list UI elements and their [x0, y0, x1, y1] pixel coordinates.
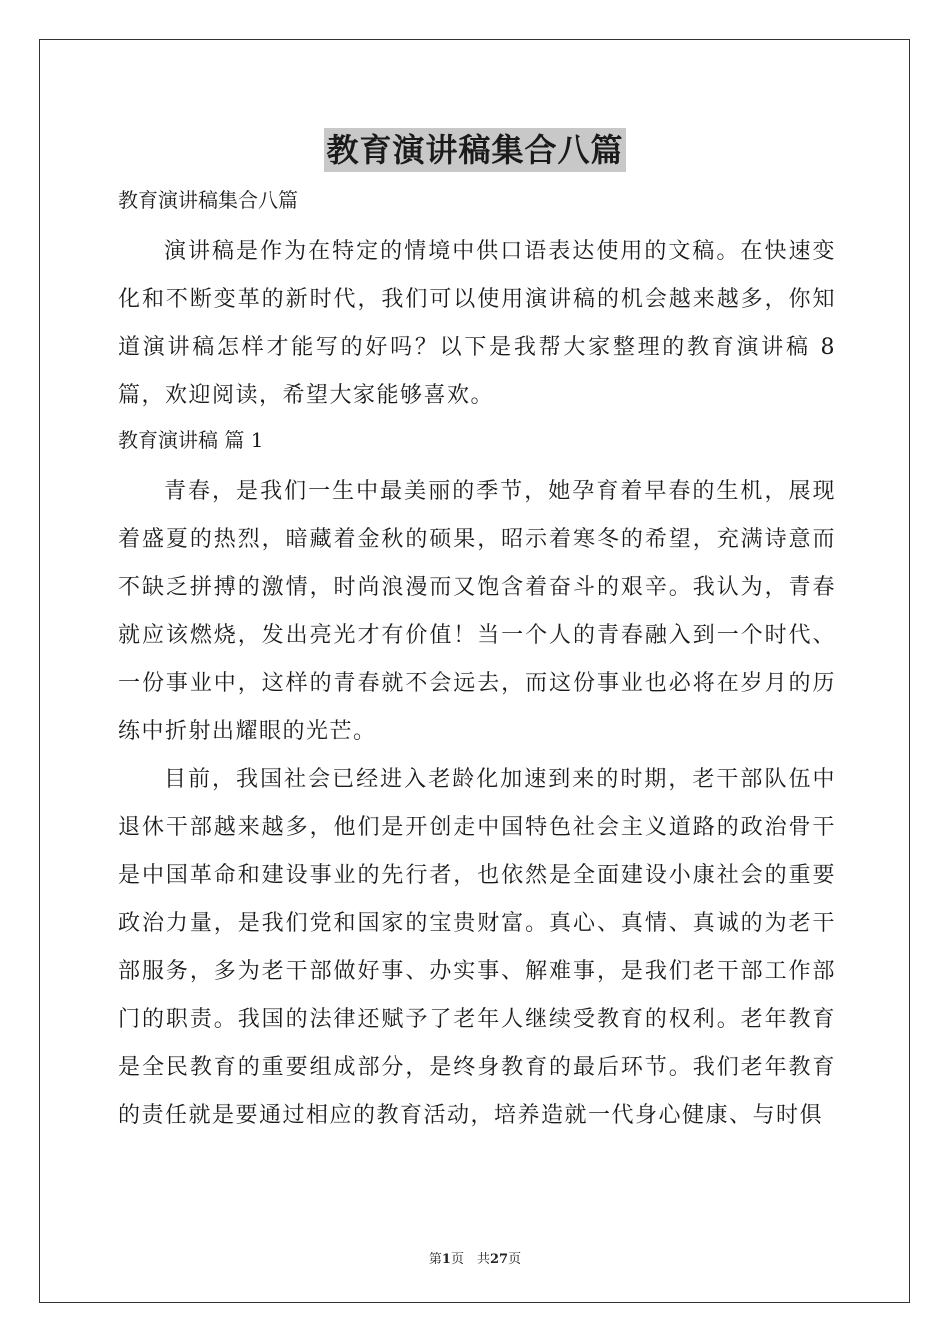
- document-body: [118, 180, 836, 1140]
- page-current: 1: [441, 1252, 451, 1267]
- document-subtitle: 教育演讲稿集合八篇: [118, 188, 298, 212]
- section-heading: 教育演讲稿 篇 1: [118, 428, 264, 452]
- page-mid: 页 共: [450, 1252, 490, 1267]
- page-suffix: 页: [508, 1252, 522, 1267]
- body-paragraph: 目前，我国社会已经进入老龄化加速到来的时期，老干部队伍中退休干部越来越多，他们是开创走中国特色社会主义道路的政治骨干是中国革命和建设事业的先行者，也依然是全面建设小康社会的重要政治力量，是我们党和国家的宝贵财富。真心、真情、真诚的为老干部服务，多为老干部做好事、办实事、解难事，是我们老干部工作部门的职责。我国的法律还赋予了老年人继续受教育的权利。老年教育是全民教育的重要组成部分，是终身教育的最后环节。我们老年教育的责任就是要通过相应的教育活动，培养造就一代身心健康、与时俱: [118, 767, 836, 1128]
- intro-paragraph: 演讲稿是作为在特定的情境中供口语表达使用的文稿。在快速变化和不断变革的新时代，我们可以使用演讲稿的机会越来越多，你知道演讲稿怎样才能写的好吗？以下是我帮大家整理的教育演讲稿 8 篇，欢迎阅读，希望大家能够喜欢。: [118, 239, 836, 408]
- document-title: 教育演讲稿集合八篇: [324, 128, 625, 172]
- page-total: 27: [489, 1252, 509, 1267]
- body-paragraph: 青春，是我们一生中最美丽的季节，她孕育着早春的生机，展现着盛夏的热烈，暗藏着金秋的硕果，昭示着寒冬的希望，充满诗意而不缺乏拼搏的激情，时尚浪漫而又饱含着奋斗的艰辛。我认为，青春就应该燃烧，发出亮光才有价值！当一个人的青春融入到一个时代、一份事业中，这样的青春就不会远去，而这份事业也必将在岁月的历练中折射出耀眼的光芒。: [118, 479, 836, 744]
- title-container: [0, 128, 950, 172]
- page-footer: [0, 1248, 950, 1267]
- page-prefix: 第: [428, 1252, 442, 1267]
